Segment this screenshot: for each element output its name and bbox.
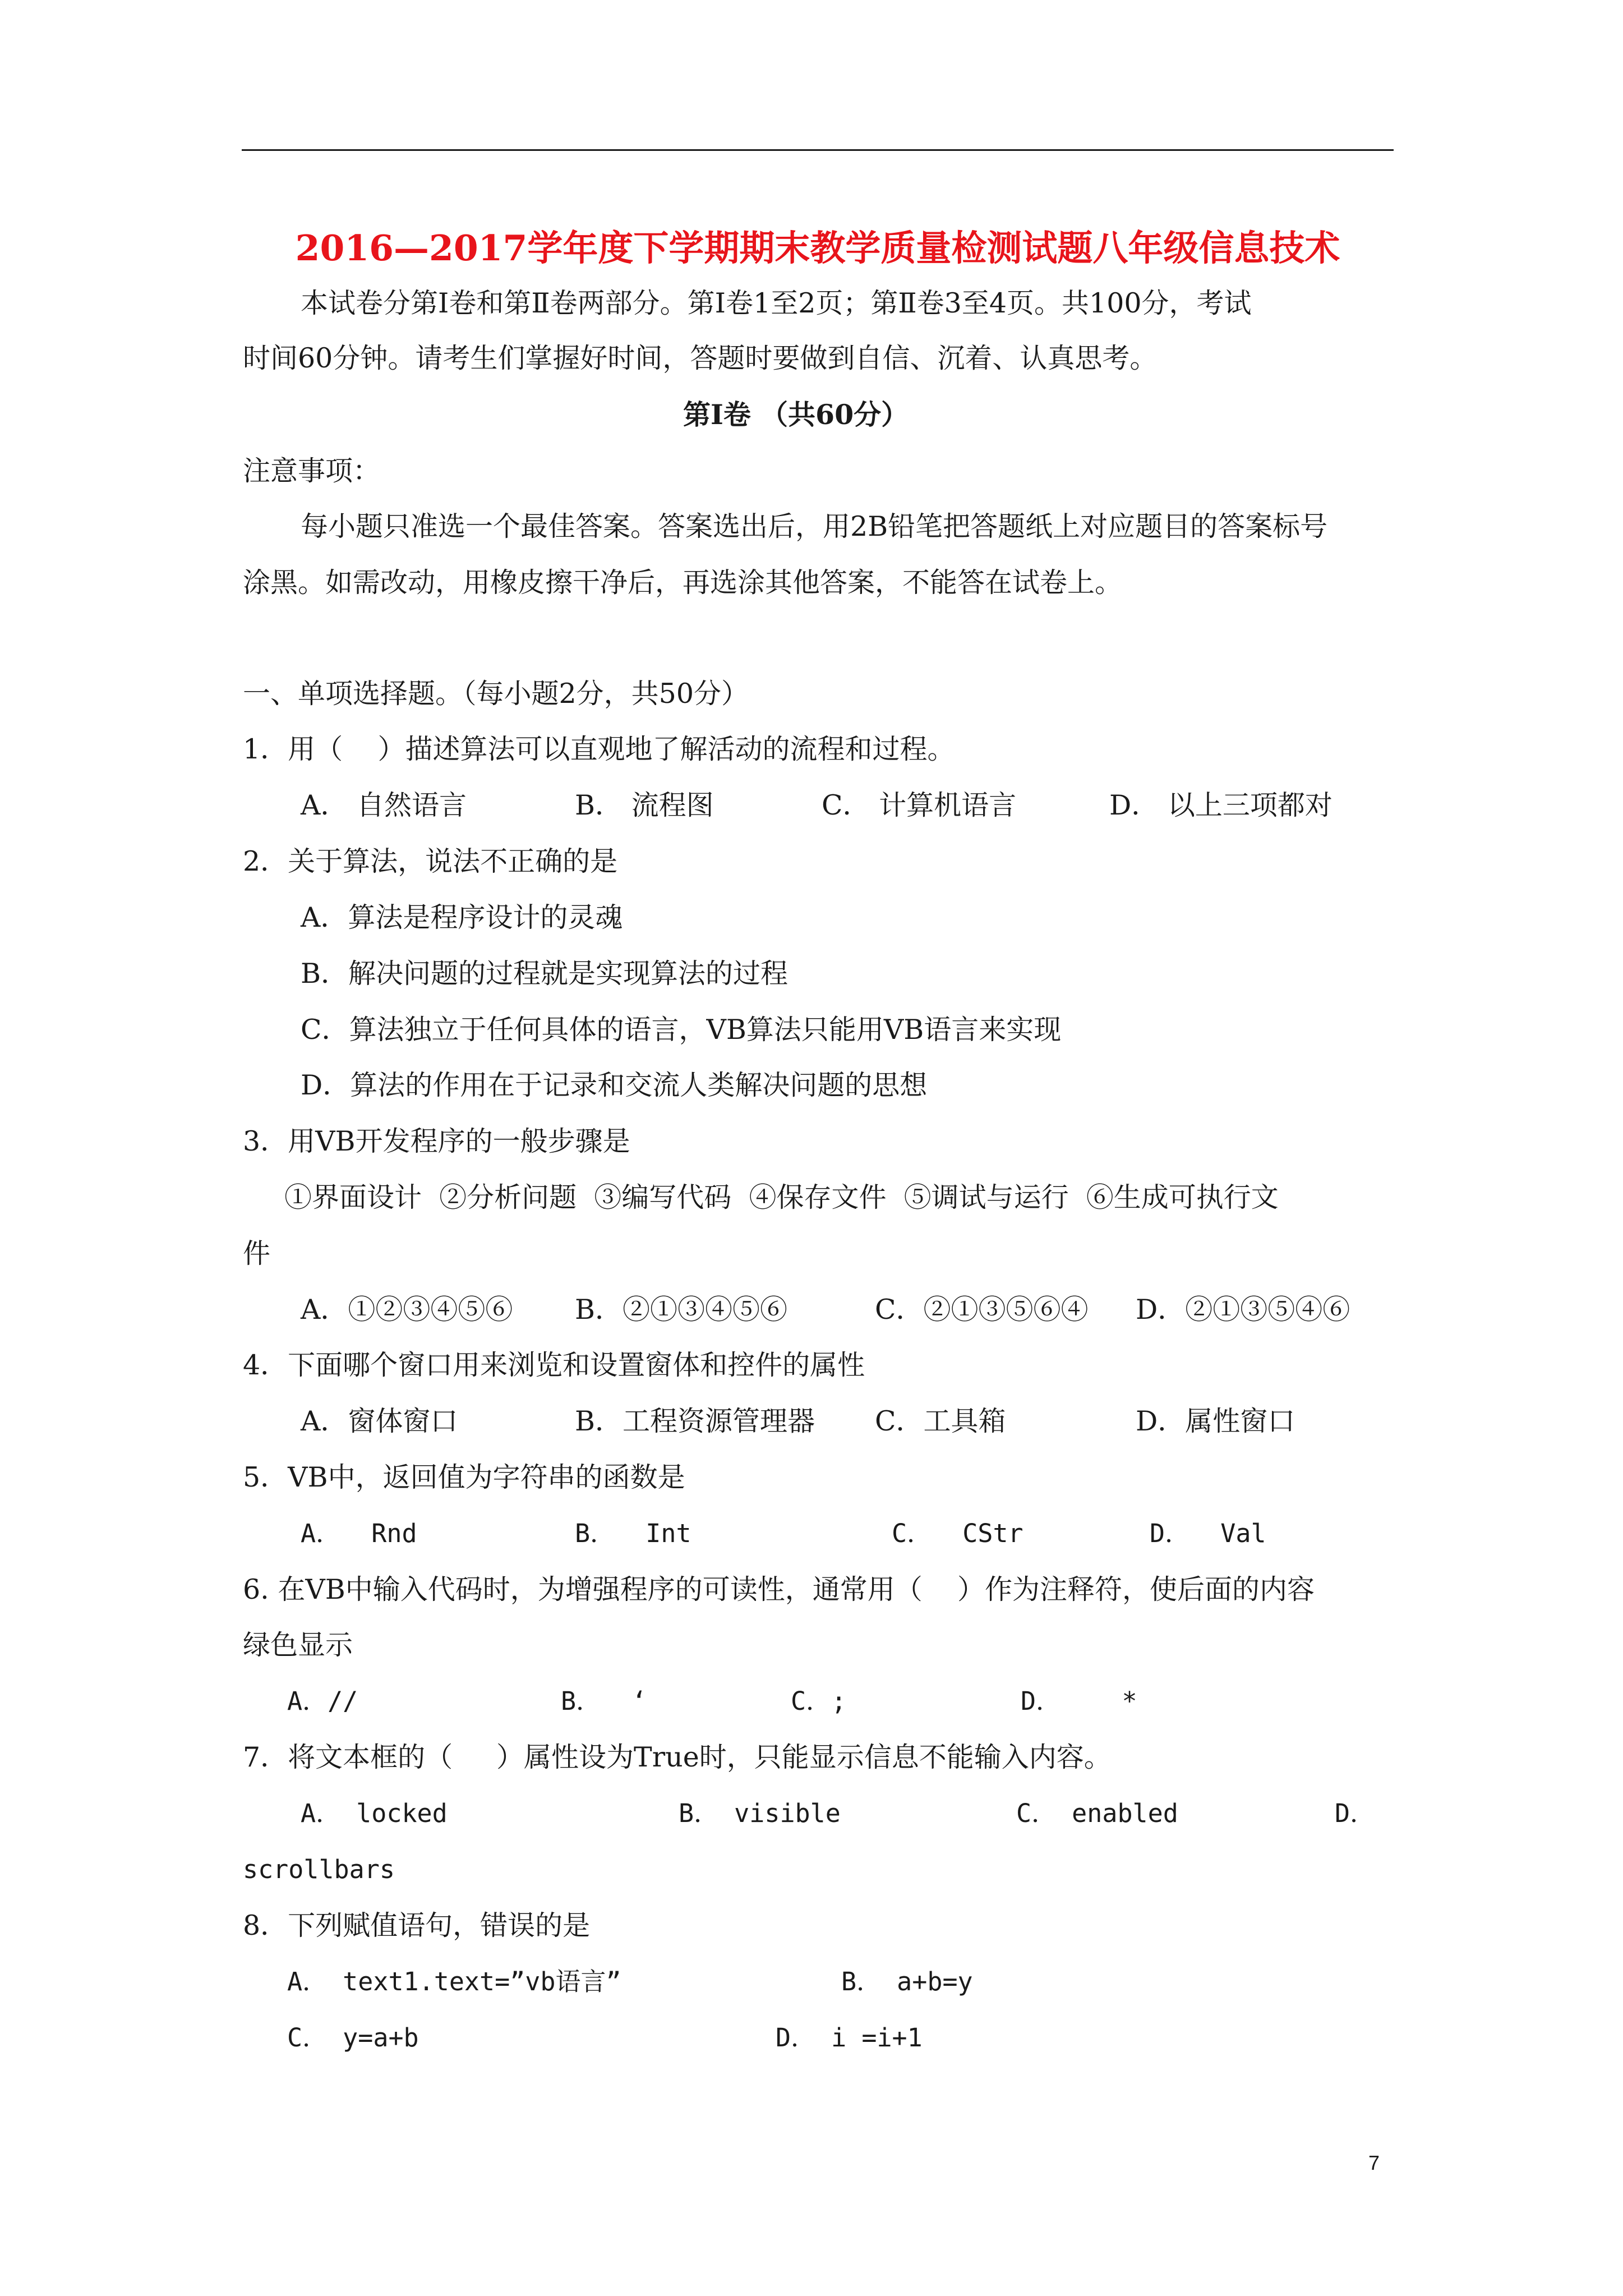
question-2-option-a: A．算法是程序设计的灵魂 (301, 901, 623, 933)
question-1-option-c: C． 计算机语言 (822, 789, 1017, 821)
question-4-option-a: A．窗体窗口 (301, 1405, 458, 1437)
question-3-steps: ①界面设计 ②分析问题 ③编写代码 ④保存文件 ⑤调试与运行 ⑥生成可执行文 (284, 1181, 1279, 1213)
question-7-stem: 7．将文本框的（ ）属性设为True时，只能显示信息不能输入内容。 (243, 1741, 1112, 1773)
notice-line-1: 每小题只准选一个最佳答案。答案选出后，用2B铅笔把答题纸上对应题目的答案标号 (301, 510, 1328, 542)
question-7-option-d-cont: scrollbars (243, 1855, 395, 1884)
question-4-option-b: B．工程资源管理器 (575, 1405, 815, 1437)
question-5-option-c: C． CStr (892, 1519, 1023, 1548)
question-3-option-d: D．②①③⑤④⑥ (1136, 1294, 1350, 1326)
exam-title: 2016—2017学年度下学期期末教学质量检测试题八年级信息技术 (295, 227, 1340, 269)
question-4-stem: 4．下面哪个窗口用来浏览和设置窗体和控件的属性 (243, 1349, 865, 1381)
question-1-option-a: A． 自然语言 (301, 789, 467, 821)
section-heading: 第Ⅰ卷 （共60分） (683, 398, 909, 431)
question-5-stem: 5．VB中，返回值为字符串的函数是 (243, 1461, 685, 1493)
page-number: 7 (1368, 2151, 1380, 2174)
question-2-option-d: D．算法的作用在于记录和交流人类解决问题的思想 (301, 1069, 928, 1101)
question-8-option-d: D． i =i+1 (776, 2023, 923, 2053)
question-2-option-b: B．解决问题的过程就是实现算法的过程 (301, 958, 789, 990)
question-6-option-b: B． ‘ (561, 1686, 647, 1716)
question-8-stem: 8．下列赋值语句，错误的是 (243, 1910, 591, 1941)
question-5-option-b: B． Int (575, 1519, 691, 1548)
question-3-option-c: C．②①③⑤⑥④ (875, 1294, 1089, 1326)
question-6-option-a: A．// (287, 1686, 358, 1716)
question-6-stem-cont: 绿色显示 (243, 1629, 353, 1661)
question-7-option-b: B． visible (679, 1798, 841, 1828)
intro-line-1: 本试卷分第Ⅰ卷和第Ⅱ卷两部分。第Ⅰ卷1至2页；第Ⅱ卷3至4页。共100分，考试 (301, 287, 1252, 319)
part-heading: 一、单项选择题。（每小题2分，共50分） (243, 678, 749, 710)
question-7-option-a: A． locked (301, 1798, 448, 1828)
question-1-option-d: D． 以上三项都对 (1109, 789, 1332, 821)
question-2-stem: 2．关于算法，说法不正确的是 (243, 845, 618, 877)
question-4-option-d: D．属性窗口 (1136, 1405, 1295, 1437)
question-5-option-a: A． Rnd (301, 1519, 417, 1548)
question-3-stem: 3．用VB开发程序的一般步骤是 (243, 1125, 630, 1157)
notice-line-2: 涂黑。如需改动，用橡皮擦干净后，再选涂其他答案，不能答在试卷上。 (243, 567, 1123, 599)
question-7-option-d: D． (1335, 1798, 1376, 1828)
question-6-option-c: C．; (791, 1686, 847, 1716)
question-3-steps-cont: 件 (243, 1237, 271, 1269)
question-6-option-d: D． * (1021, 1686, 1137, 1716)
question-8-option-b: B． a+b=y (841, 1967, 973, 1996)
question-1-option-b: B． 流程图 (575, 789, 714, 821)
question-3-option-a: A．①②③④⑤⑥ (301, 1294, 513, 1326)
question-1-stem: 1．用（ ）描述算法可以直观地了解活动的流程和过程。 (243, 733, 955, 765)
question-5-option-d: D． Val (1150, 1519, 1266, 1548)
notice-label: 注意事项： (243, 455, 381, 487)
question-4-option-c: C．工具箱 (875, 1405, 1006, 1437)
header-rule (242, 149, 1394, 151)
question-8-option-a: A． text1.text=”vb语言” (287, 1967, 621, 1996)
question-6-stem: 6. 在VB中输入代码时，为增强程序的可读性，通常用（ ）作为注释符，使后面的内容 (243, 1573, 1315, 1605)
question-7-option-c: C． enabled (1016, 1798, 1178, 1828)
question-3-option-b: B．②①③④⑤⑥ (575, 1294, 788, 1326)
intro-line-2: 时间60分钟。请考生们掌握好时间，答题时要做到自信、沉着、认真思考。 (243, 342, 1158, 374)
question-8-option-c: C． y=a+b (287, 2023, 419, 2053)
question-2-option-c: C．算法独立于任何具体的语言，VB算法只能用VB语言来实现 (301, 1014, 1062, 1046)
